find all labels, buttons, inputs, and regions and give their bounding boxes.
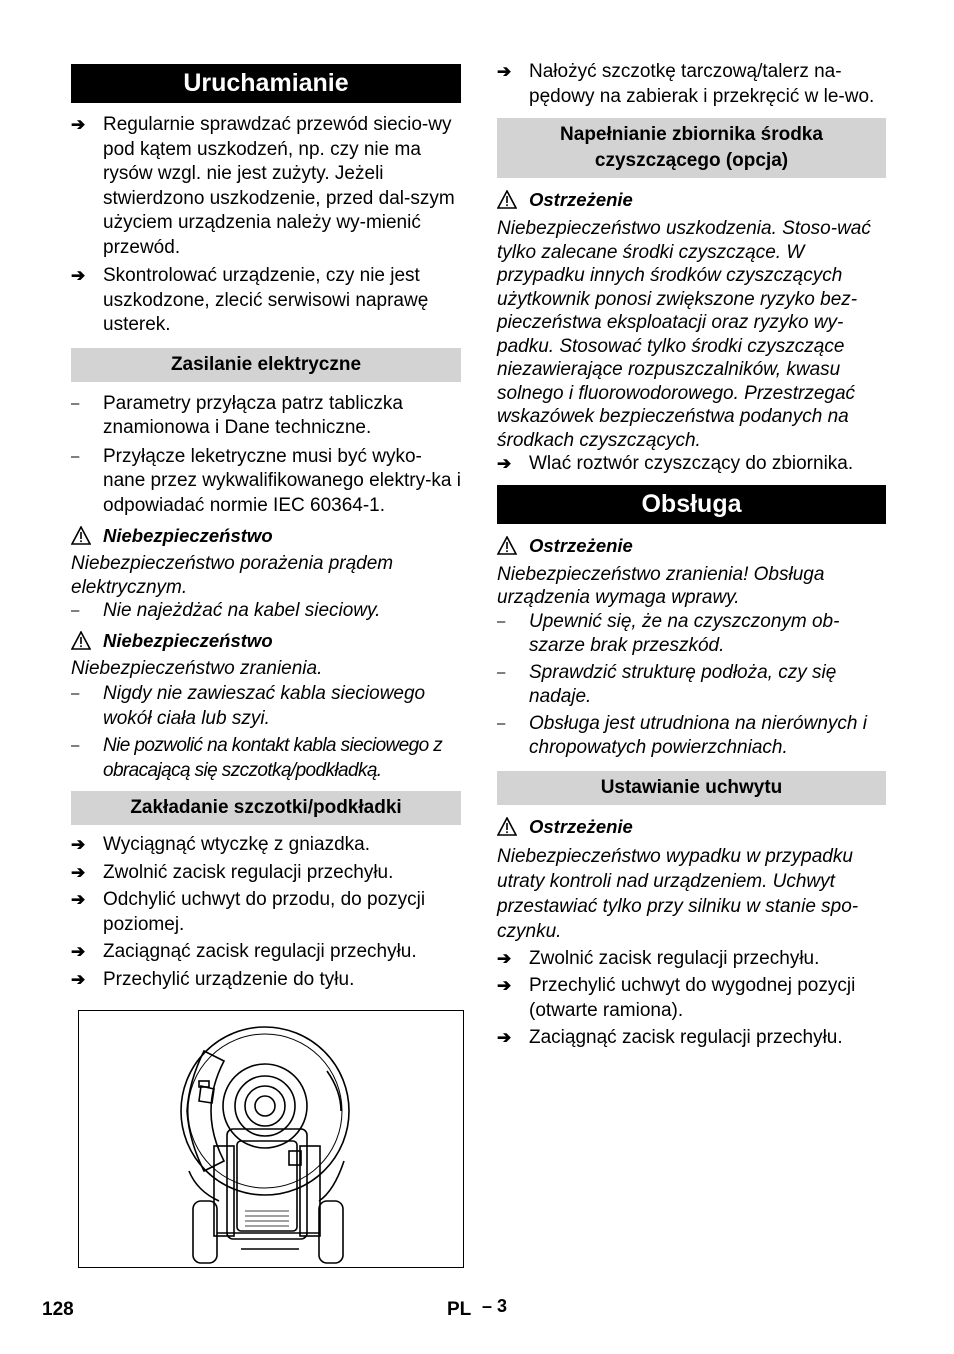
arrow-icon: ➔ xyxy=(71,862,86,882)
danger-text: Niebezpieczeństwo porażenia prądem elektrycznym. xyxy=(71,553,394,598)
warning-label: Ostrzeżenie xyxy=(497,815,886,839)
section-heading-uruchamianie: Uruchamianie xyxy=(71,64,461,103)
dash-bullet: – xyxy=(497,663,506,681)
dash-bullet: – xyxy=(71,602,80,619)
list-item: ➔ Skontrolować urządzenie, czy nie jest uszkodzone, zlecić serwisowi naprawę usterek. xyxy=(71,265,429,335)
list-item: – Nie najeżdżać na kabel sieciowy. xyxy=(71,599,461,624)
arrow-icon: ➔ xyxy=(497,948,512,968)
left-column xyxy=(71,64,461,992)
section-heading-zakladanie: Zakładanie szczotki/podkładki xyxy=(71,791,461,825)
warning-triangle-icon xyxy=(71,631,91,650)
section-heading-zasilanie: Zasilanie elektryczne xyxy=(71,348,461,382)
dash-bullet: – xyxy=(71,737,79,754)
warning-text: Niebezpieczeństwo uszkodzenia. Stoso-wać tylko zalecane środki czyszczące. W przypadku innych środków czyszczących użytkownik ponosi zwiększone ryzyko bez-pieczeństwa eksploatacji oraz ryzyko wy-padku. Stosować tylko środki czyszczące niezawierające rozpuszczalników, kwasu solnego i fluorowodorowego. Przestrzegać wskazówek bezpieczeństwa podanych na środkach czyszczących. xyxy=(497,218,871,451)
warning-label: Ostrzeżenie xyxy=(497,534,886,558)
page-number: 128 xyxy=(42,1299,74,1320)
section-page: – 3 xyxy=(482,1296,508,1316)
arrow-icon: ➔ xyxy=(497,62,512,81)
arrow-icon: ➔ xyxy=(497,1028,512,1047)
floor-machine-drawing xyxy=(79,1011,464,1268)
list-item: ➔ Odchylić uchwyt do przodu, do pozycji poziomej. xyxy=(71,889,426,935)
list-item: – Przyłącze leketryczne musi być wyko-nane przez wykwalifikowanego elektry-ka i odpowiadać normie IEC 60364-1. xyxy=(71,445,461,516)
language-code: PL xyxy=(447,1299,472,1320)
section-heading-obsluga: Obsługa xyxy=(497,485,886,524)
dash-bullet: – xyxy=(71,447,80,465)
warning-text: Niebezpieczeństwo wypadku w przypadku utraty kontroli nad urządzeniem. Uchwyt przestawiać tylko przy silniku w stanie spo-czynku. xyxy=(497,845,859,942)
dash-bullet: – xyxy=(71,394,80,412)
list-item: – Nie pozwolić na kontakt kabla sieciowego z obracającą się szczotką/podkładką. xyxy=(71,735,443,781)
warning-triangle-icon xyxy=(497,536,517,555)
warning-triangle-icon xyxy=(497,190,517,209)
dash-bullet: – xyxy=(497,714,506,732)
list-item: ➔ Zaciągnąć zacisk regulacji przechyłu. xyxy=(71,940,461,965)
list-item: ➔ Wlać roztwór czyszczący do zbiornika. xyxy=(497,452,886,477)
danger-label: Niebezpieczeństwo xyxy=(71,629,461,653)
arrow-icon: ➔ xyxy=(71,969,86,989)
dash-bullet: – xyxy=(71,685,80,702)
list-item: – Parametry przyłącza patrz tabliczka znamionowa i Dane techniczne. xyxy=(71,392,403,438)
arrow-icon: ➔ xyxy=(71,266,86,285)
warning-text: Niebezpieczeństwo zranienia! Obsługa urządzenia wymaga wprawy. xyxy=(497,563,825,608)
arrow-icon: ➔ xyxy=(71,890,86,909)
list-item: ➔ Nałożyć szczotkę tarczową/talerz na-pędowy na zabierak i przekręcić w le-wo. xyxy=(497,61,875,107)
list-item: – Nigdy nie zawieszać kabla sieciowego wokół ciała lub szyi. xyxy=(71,683,426,729)
danger-text: Niebezpieczeństwo zranienia. xyxy=(71,657,323,679)
list-item: ➔ Przechylić urządzenie do tyłu. xyxy=(71,968,461,993)
arrow-icon: ➔ xyxy=(71,115,86,134)
dash-bullet: – xyxy=(497,612,506,630)
list-item: ➔ Zaciągnąć zacisk regulacji przechyłu. xyxy=(497,1026,886,1051)
arrow-icon: ➔ xyxy=(71,835,86,854)
arrow-icon: ➔ xyxy=(497,976,512,995)
warning-triangle-icon xyxy=(497,817,517,836)
arrow-icon: ➔ xyxy=(497,454,512,473)
right-column xyxy=(497,60,886,1051)
list-item: – Obsługa jest utrudniona na nierównych i chropowatych powierzchniach. xyxy=(497,712,867,758)
section-heading-ustawianie: Ustawianie uchwytu xyxy=(497,771,886,805)
list-item: ➔ Regularnie sprawdzać przewód siecio-wy pod kątem uszkodzeń, np. czy nie ma rysów wzgl. nie jest zużyty. Jeżeli stwierdzono uszkodzenie, przed dal-szym użyciem urządzenia należy wy-mienić przewód. xyxy=(71,114,455,258)
arrow-icon: ➔ xyxy=(71,942,86,961)
list-item: – Sprawdzić strukturę podłoża, czy się nadaje. xyxy=(497,661,837,707)
list-item: – Upewnić się, że na czyszczonym ob-szarze brak przeszkód. xyxy=(497,610,840,656)
warning-label: Ostrzeżenie xyxy=(497,188,886,212)
warning-triangle-icon xyxy=(71,526,91,545)
list-item: ➔ Zwolnić zacisk regulacji przechyłu. xyxy=(497,947,886,972)
machine-illustration xyxy=(78,1010,464,1268)
list-item: ➔ Przechylić uchwyt do wygodnej pozycji (otwarte ramiona). xyxy=(497,975,856,1021)
danger-label: Niebezpieczeństwo xyxy=(71,524,461,548)
section-heading-napelnianie: Napełnianie zbiornika środka czyszczącego (opcja) xyxy=(497,118,886,178)
list-item: ➔ Zwolnić zacisk regulacji przechyłu. xyxy=(71,861,461,886)
list-item: ➔ Wyciągnąć wtyczkę z gniazdka. xyxy=(71,833,461,858)
